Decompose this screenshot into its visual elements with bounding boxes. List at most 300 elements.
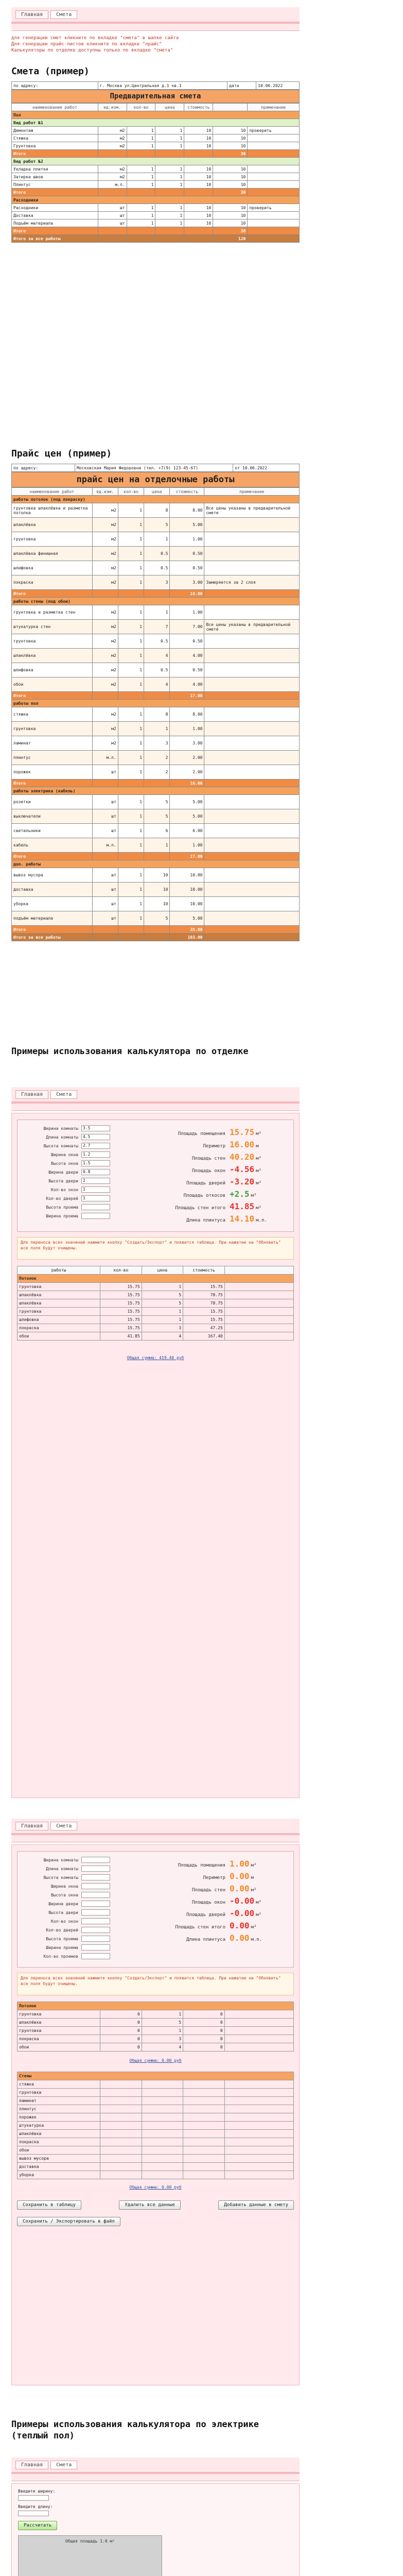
calc-result-label: Площадь стен итого [175, 1206, 225, 1211]
estimate-cell: 10 [213, 204, 248, 212]
calc-table-cell[interactable] [183, 2171, 225, 2179]
price-cell: 1 [118, 868, 144, 883]
calc-table-cell[interactable] [183, 2080, 225, 2089]
calc-table-cell[interactable]: 47.25 [183, 1324, 225, 1332]
price-row [12, 620, 300, 634]
calc2-table1-head: Потолок [17, 2002, 294, 2010]
calc-table-cell[interactable] [142, 2138, 183, 2146]
price-cell [204, 532, 300, 547]
price-cell: выключатели [12, 809, 93, 824]
price-cell: грунтовка [12, 722, 93, 736]
estimate-cell: 1 [155, 204, 184, 212]
price-cell [204, 736, 300, 751]
calc-table-cell[interactable]: 1 [142, 1308, 183, 1316]
calc-table-cell[interactable] [100, 2089, 142, 2097]
calc-field-label: Ширина комнаты [43, 1126, 78, 1131]
calc-table-action-cell[interactable] [224, 2043, 293, 2052]
estimate-total-cell: Итого [12, 227, 98, 235]
price-cell: 1 [144, 605, 170, 620]
estimate-cell: Укладка плитки [12, 165, 98, 173]
calc-field-input[interactable] [81, 1874, 110, 1880]
calc-nav [11, 1087, 300, 1111]
price-section-row [12, 496, 300, 503]
calc-field-input[interactable] [81, 1213, 110, 1219]
calc-table-cell[interactable] [100, 2130, 142, 2138]
tab-estimate[interactable]: Смета [50, 1822, 77, 1831]
tab-home[interactable]: Главная [15, 1090, 48, 1099]
calc-table-cell[interactable]: 0 [100, 2027, 142, 2035]
calc-table-cell[interactable] [142, 2097, 183, 2105]
calc-table-action-cell[interactable] [224, 2097, 293, 2105]
estimate-cell [248, 142, 300, 150]
calc-table-cell[interactable]: 167.40 [183, 1332, 225, 1341]
calc-field-label: Высота проема [46, 1936, 78, 1941]
calc-panel-1 [11, 1113, 300, 1798]
calc-field-input[interactable]: 2.7 [81, 1143, 110, 1149]
estimate-cell: Стяжка [12, 134, 98, 142]
estimate-cell: 1 [155, 212, 184, 219]
tab-home[interactable]: Главная [15, 10, 48, 19]
calc-table-cell[interactable]: 15.75 [100, 1299, 142, 1308]
calc-field-input[interactable]: 1.2 [81, 1151, 110, 1158]
calc-field-input[interactable] [81, 1883, 110, 1889]
calc2-table-2 [17, 2072, 294, 2179]
calc-table-cell[interactable] [142, 2155, 183, 2163]
calc-field-row [25, 1160, 110, 1166]
price-cell: 4.00 [170, 677, 204, 692]
calc-table-action-cell[interactable] [224, 2146, 293, 2155]
calc-table-cell[interactable] [183, 2122, 225, 2130]
calc-table-cell[interactable] [142, 2130, 183, 2138]
calc-table-cell: вывоз мусора [17, 2155, 100, 2163]
calc-table-cell[interactable] [100, 2113, 142, 2122]
calc-table-cell[interactable] [142, 2113, 183, 2122]
calc-field-row [25, 1134, 110, 1140]
estimate-row [12, 181, 300, 189]
price-address: Московская Мария Федоровна (тел. +7(9) 123-45-67) [75, 464, 233, 472]
estimate-total-cell [155, 150, 184, 158]
calc-table-action-cell[interactable] [224, 1308, 293, 1316]
estimate-grand-total-cell [98, 235, 127, 243]
calc-result-row [152, 1214, 291, 1224]
calc-table-cell[interactable] [100, 2171, 142, 2179]
calc-field-row [25, 1953, 110, 1959]
calc-table-action-cell[interactable] [224, 2035, 293, 2043]
calc-result-value: 0.00 [230, 1921, 250, 1930]
save-table-button[interactable]: Сохранить в таблицу [17, 2200, 81, 2210]
calc-table-cell[interactable]: 5 [142, 1291, 183, 1299]
calc-table-cell[interactable] [100, 2163, 142, 2171]
calc-field-input[interactable] [81, 1901, 110, 1907]
price-row [12, 883, 300, 897]
price-cell: 2 [144, 751, 170, 765]
price-cell: 5.00 [170, 518, 204, 532]
price-section-row [12, 787, 300, 795]
price-cell: 8 [144, 503, 170, 518]
calc-field-input[interactable]: 1.5 [81, 1160, 110, 1166]
estimate-col-cost: стоимость [184, 104, 213, 111]
estimate-cell: 10 [213, 127, 248, 134]
floor1-calculate-button[interactable]: Рассчитать [18, 2521, 57, 2530]
calc-table-cell: шпаклёвка [17, 1299, 100, 1308]
price-grand-total-cell: 103.00 [170, 934, 204, 941]
calc-table-cell: доставка [17, 2163, 100, 2171]
intro-line: Для генерации прайс-листов кликните по вкладке "прайс" [11, 42, 162, 47]
price-cell: 10 [144, 897, 170, 911]
calc-result-label: Площадь стен [191, 1156, 225, 1161]
calc-field-input[interactable] [81, 1204, 110, 1210]
price-cell [204, 765, 300, 779]
calc-table-cell[interactable] [100, 2155, 142, 2163]
calc-table-cell[interactable]: 15.75 [183, 1283, 225, 1291]
calc-table-cell[interactable] [100, 2105, 142, 2113]
price-cell: 8.00 [170, 503, 204, 518]
calc-field-label: Ширина проема [46, 1213, 78, 1218]
calc-field-label: Кол-во окон [51, 1919, 78, 1924]
price-cell: шт [92, 824, 118, 838]
calc-table-cell[interactable]: 15.75 [100, 1283, 142, 1291]
price-cell: грунтовка [12, 532, 93, 547]
estimate-cell [248, 212, 300, 219]
price-total-cell: Итого [12, 590, 93, 598]
estimate-total-cell [248, 227, 300, 235]
calc-table-cell[interactable] [142, 2089, 183, 2097]
calc-table-cell[interactable] [100, 2097, 142, 2105]
price-cell: 1 [118, 751, 144, 765]
calc-table-cell[interactable]: 0 [183, 2043, 225, 2052]
floor-heading: Примеры использования калькулятора по электрике (теплый пол) [11, 2419, 259, 2441]
price-cell: 5.00 [170, 911, 204, 926]
price-total-row [12, 692, 300, 700]
calc-table-cell[interactable] [183, 2146, 225, 2155]
calc-table-cell: шпаклёвка [17, 2019, 100, 2027]
estimate-cell: 10 [213, 173, 248, 181]
calc-field-label: Высота двери [48, 1910, 78, 1915]
calc-table-row [17, 2163, 294, 2171]
calc-table-cell[interactable] [100, 2138, 142, 2146]
calc-table-action-cell[interactable] [224, 2019, 293, 2027]
price-cell: 1 [118, 663, 144, 677]
calc-table-cell[interactable] [183, 2089, 225, 2097]
calc-result-label: Площадь помещения [178, 1863, 225, 1868]
calc-table-cell[interactable] [183, 2113, 225, 2122]
price-cell: м2 [92, 518, 118, 532]
export-button[interactable]: Сохранить / Экспортировать в файл [17, 2217, 120, 2226]
calc-col-cost: стоимость [183, 1266, 225, 1275]
calc-field-input[interactable] [81, 1944, 110, 1951]
calc-table-cell[interactable]: 15.75 [100, 1324, 142, 1332]
intro-line: Калькуляторы по отделке доступны только по вкладке "смета" [11, 48, 173, 53]
calc-field-label: Кол-во дверей [46, 1927, 78, 1933]
calc-result-row [152, 1177, 291, 1187]
estimate-total-cell [184, 227, 213, 235]
price-cell: ламинат [12, 736, 93, 751]
calc-table-cell[interactable]: 3 [142, 2035, 183, 2043]
add-to-estimate-button[interactable]: Добавить данные в смету [218, 2200, 294, 2210]
price-cell [204, 649, 300, 663]
estimate-section-title: Пол [12, 111, 300, 119]
calc-table-cell: покраска [17, 2035, 100, 2043]
calc-table-cell[interactable]: 0 [100, 2019, 142, 2027]
calc-table-row [17, 2089, 294, 2097]
price-row [12, 897, 300, 911]
calc-table-row [17, 1283, 294, 1291]
price-cell [204, 663, 300, 677]
price-row [12, 503, 300, 518]
nav-divider [11, 1101, 300, 1104]
calc-table-cell[interactable] [183, 2105, 225, 2113]
price-cell: 10.00 [170, 868, 204, 883]
price-section-title: доп. работы [12, 860, 300, 868]
calc-field-input[interactable]: 1 [81, 1195, 110, 1201]
calc-result-value: 15.75 [230, 1127, 255, 1137]
calc-table-cell[interactable]: 15.75 [100, 1316, 142, 1324]
calc-table-cell[interactable] [183, 2138, 225, 2146]
price-cell: м2 [92, 722, 118, 736]
estimate-total-cell: 30 [213, 150, 248, 158]
estimate-row [12, 204, 300, 212]
calc-table-cell[interactable] [100, 2080, 142, 2089]
price-cell [204, 897, 300, 911]
calc-table-cell[interactable] [142, 2080, 183, 2089]
calc-table-cell: стяжка [17, 2080, 100, 2089]
floor1-width-input[interactable] [18, 2495, 49, 2501]
price-cell [204, 868, 300, 883]
price-cell [204, 795, 300, 809]
price-col-cost: стоимость [170, 488, 204, 496]
calc-table-cell[interactable]: 15.75 [100, 1308, 142, 1316]
calc2-inputs-box [17, 1851, 294, 1968]
estimate-cell: 1 [155, 165, 184, 173]
floor1-length-input[interactable] [18, 2511, 49, 2516]
calc-result-row [152, 1140, 291, 1149]
calc-field-input[interactable] [81, 1892, 110, 1898]
calc-table-cell[interactable]: 0 [183, 2027, 225, 2035]
calc-field-input[interactable]: 1 [81, 1187, 110, 1193]
price-grand-total-cell [204, 934, 300, 941]
calc-table-action-cell[interactable] [224, 2171, 293, 2179]
price-cell: 2.00 [170, 751, 204, 765]
calc-field-input[interactable] [81, 1909, 110, 1916]
calc-field-input[interactable] [81, 1918, 110, 1924]
price-cell: 1 [118, 518, 144, 532]
calc-table-action-cell[interactable] [224, 2122, 293, 2130]
calc-field-input[interactable]: 0.8 [81, 1169, 110, 1175]
calc-table-row [17, 2155, 294, 2163]
calc-table-cell[interactable]: 1 [142, 2027, 183, 2035]
calc-table-cell[interactable] [142, 2105, 183, 2113]
price-cell: плинтус [12, 751, 93, 765]
calc-field-input[interactable]: 3.5 [81, 1125, 110, 1131]
estimate-row [12, 219, 300, 227]
calc-field-row [25, 1866, 110, 1872]
estimate-total-cell [184, 189, 213, 196]
calc-table-cell[interactable] [183, 2163, 225, 2171]
calc-field-label: Высота проема [46, 1205, 78, 1210]
price-cell: 0.5 [144, 634, 170, 649]
price-row [12, 707, 300, 722]
delete-data-button[interactable]: Удалить все данные [119, 2200, 181, 2210]
price-section-row [12, 860, 300, 868]
calc-table-cell[interactable]: 0 [100, 2010, 142, 2019]
calc-field-input[interactable]: 2 [81, 1178, 110, 1184]
price-cell: шт [92, 868, 118, 883]
calc-table-action-cell[interactable] [224, 2163, 293, 2171]
calc-table-action-cell[interactable] [224, 2130, 293, 2138]
calc-field-input[interactable] [81, 1857, 110, 1863]
calc-table-cell[interactable]: 0 [100, 2043, 142, 2052]
estimate-cell: шт [98, 219, 127, 227]
price-cell: 5 [144, 795, 170, 809]
price-cell: 4.00 [170, 649, 204, 663]
estimate-grand-total-cell [155, 235, 184, 243]
estimate-table [11, 103, 300, 243]
calc-table-cell[interactable] [142, 2163, 183, 2171]
calc-table-cell[interactable]: 1 [142, 1316, 183, 1324]
price-cell: стяжка [12, 707, 93, 722]
calc-table-action-cell[interactable] [224, 2105, 293, 2113]
calc-table-cell[interactable]: 0 [183, 2010, 225, 2019]
calc-field-label: Высота комнаты [43, 1875, 78, 1880]
calc-table-cell[interactable]: 4 [142, 2043, 183, 2052]
tab-estimate[interactable]: Смета [50, 2461, 77, 2469]
calc-table-cell[interactable] [142, 2146, 183, 2155]
estimate-cell: 10 [184, 219, 213, 227]
tab-home[interactable]: Главная [15, 2461, 48, 2469]
calc-field-input[interactable] [81, 1866, 110, 1872]
price-total-cell: 18.00 [170, 590, 204, 598]
calc2-total-link-2[interactable]: Общая сумма: 0.00 руб [129, 2185, 182, 2190]
calc-table-cell[interactable] [100, 2146, 142, 2155]
calc-table-cell[interactable]: 3 [142, 1324, 183, 1332]
price-section-row [12, 700, 300, 707]
price-header-table [11, 464, 300, 472]
calc-table-cell[interactable]: 1 [142, 1283, 183, 1291]
calc-field-input[interactable] [81, 1927, 110, 1933]
calc-result-unit: м² [256, 1131, 262, 1137]
calc-field-label: Ширина окна [51, 1884, 78, 1889]
calc-field-row [25, 1918, 110, 1924]
calc-table-cell[interactable]: 0 [100, 2035, 142, 2043]
calc-table-cell[interactable]: 5 [142, 1299, 183, 1308]
calc-table-row [17, 2138, 294, 2146]
price-cell: м2 [92, 707, 118, 722]
calc-table-action-cell[interactable] [224, 1299, 293, 1308]
calc-table-cell[interactable]: 41.85 [100, 1332, 142, 1341]
calc-total-link[interactable]: Общая сумма: 419.40 руб [127, 1355, 184, 1360]
price-cell [204, 605, 300, 620]
calc-table-cell[interactable] [183, 2130, 225, 2138]
calc-result-unit: м² [256, 1912, 262, 1918]
calc-table-row [17, 1316, 294, 1324]
calc-table-action-cell[interactable] [224, 1283, 293, 1291]
price-grand-total-cell: Итого за все работы [12, 934, 93, 941]
estimate-cell: 10 [213, 181, 248, 189]
calc-table-cell[interactable] [142, 2171, 183, 2179]
estimate-cell: 10 [213, 142, 248, 150]
calc-table-action-cell[interactable] [224, 2080, 293, 2089]
calc-table-cell[interactable]: 15.75 [100, 1291, 142, 1299]
calc-table-cell: грунтовка [17, 1283, 100, 1291]
estimate-section-row [12, 111, 300, 119]
price-total-cell: Итого [12, 853, 93, 860]
calc-table-action-cell[interactable] [224, 1332, 293, 1341]
calc-heading: Примеры использования калькулятора по отделке [11, 1046, 249, 1057]
calc-table-row [17, 1299, 294, 1308]
calc-result-table [17, 1266, 294, 1341]
calc-table-action-cell[interactable] [224, 2155, 293, 2163]
calc-table-cell[interactable]: 0 [183, 2035, 225, 2043]
estimate-cell: 1 [127, 219, 155, 227]
calc-table-action-cell[interactable] [224, 1324, 293, 1332]
calc-table-cell[interactable] [183, 2155, 225, 2163]
calc-table-cell[interactable]: 15.75 [183, 1316, 225, 1324]
tab-estimate[interactable]: Смета [50, 10, 77, 19]
calc-table-cell[interactable]: 5 [142, 2019, 183, 2027]
calc-table-cell[interactable] [100, 2122, 142, 2130]
estimate-total-cell [127, 150, 155, 158]
price-cell: шпаклёвка финишная [12, 547, 93, 561]
estimate-cell [248, 219, 300, 227]
calc-field-input[interactable]: 4.5 [81, 1134, 110, 1140]
price-row [12, 634, 300, 649]
price-row [12, 795, 300, 809]
calc-table-cell[interactable]: 0 [183, 2019, 225, 2027]
tab-estimate[interactable]: Смета [50, 1090, 77, 1099]
price-cell: 1 [118, 911, 144, 926]
calc-table-cell: шлифовка [17, 1316, 100, 1324]
calc-result-unit: м² [251, 1888, 257, 1893]
calc-table-cell[interactable] [183, 2097, 225, 2105]
calc-table-cell[interactable]: 78.75 [183, 1291, 225, 1299]
calc-table-row [17, 1332, 294, 1341]
floor-nav [11, 2458, 300, 2481]
calc-field-input[interactable] [81, 1936, 110, 1942]
calc-table-action-cell[interactable] [224, 2089, 293, 2097]
price-table [11, 487, 300, 941]
calc-table-action-cell[interactable] [224, 2113, 293, 2122]
estimate-cell [248, 173, 300, 181]
calc-table-cell[interactable]: 4 [142, 1332, 183, 1341]
estimate-section-title: Расходники [12, 196, 300, 204]
estimate-cell: 10 [184, 173, 213, 181]
price-row [12, 765, 300, 779]
intro-line: для генерации смет кликните по вкладке "смета" в шапке сайта [11, 36, 179, 41]
calc-table-action-cell[interactable] [224, 2027, 293, 2035]
tab-home[interactable]: Главная [15, 1822, 48, 1831]
estimate-cell: Доставка [12, 212, 98, 219]
calc-result-unit: м² [256, 1168, 262, 1174]
price-cell: 0.50 [170, 561, 204, 575]
calc-table-action-cell[interactable] [224, 1316, 293, 1324]
calc-table-action-cell[interactable] [224, 2138, 293, 2146]
price-cell: м2 [92, 547, 118, 561]
calc-table-action-cell[interactable] [224, 2010, 293, 2019]
price-cell: Все цены указаны в предварительной смете [204, 620, 300, 634]
calc-table-cell[interactable]: 15.75 [183, 1308, 225, 1316]
calc-field-row [25, 1143, 110, 1149]
calc2-total-link-1[interactable]: Общая сумма: 0.00 руб [129, 2058, 182, 2063]
price-total-cell [118, 590, 144, 598]
price-cell: 10 [144, 883, 170, 897]
price-cell: м2 [92, 503, 118, 518]
calc-table-cell[interactable]: 78.75 [183, 1299, 225, 1308]
calc-table-action-cell[interactable] [224, 1291, 293, 1299]
calc-table-cell[interactable]: 1 [142, 2010, 183, 2019]
calc-table-cell[interactable] [142, 2122, 183, 2130]
calc-field-input[interactable] [81, 1953, 110, 1959]
calc-result-value: -3.20 [230, 1177, 255, 1187]
